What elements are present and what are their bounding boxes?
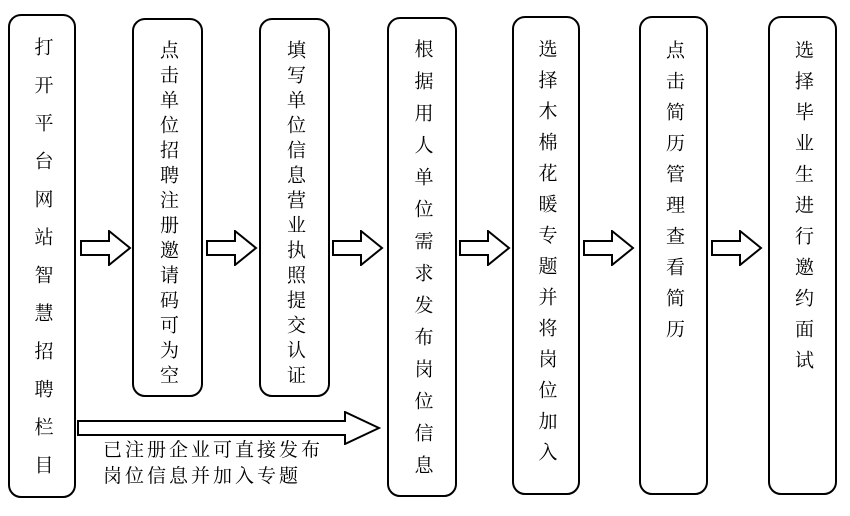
flow-step-3-label: 填写单位信息营业执照提交认证 <box>284 40 305 390</box>
flow-step-5-box <box>512 16 580 495</box>
arrow-right-icon <box>332 230 384 266</box>
bypass-note-line2: 岗位信息并加入专题 <box>103 466 302 487</box>
flow-step-2-box <box>132 18 203 397</box>
arrow-right-icon <box>583 230 635 266</box>
flow-step-3-box <box>259 18 330 397</box>
flow-step-7-box <box>768 16 837 495</box>
bypass-note-line1: 已注册企业可直接发布 <box>103 440 324 461</box>
flow-step-4-label: 根据用人单位需求发布岗位信息 <box>411 39 433 487</box>
flow-step-7-label: 选择毕业生进行邀约面试 <box>792 40 813 381</box>
flow-step-6-box <box>639 16 708 495</box>
arrow-right-icon <box>711 230 763 266</box>
arrow-right-icon <box>80 230 132 266</box>
arrow-right-icon <box>459 230 511 266</box>
flow-step-6-label: 点击简历管理查看简历 <box>663 40 684 350</box>
flow-step-1-box <box>8 14 76 498</box>
flow-step-2-label: 点击单位招聘注册邀请码可为空 <box>157 40 178 390</box>
flow-step-4-box <box>387 17 457 497</box>
arrow-right-icon <box>206 230 258 266</box>
flow-step-1-label: 打开平台网站智慧招聘栏目 <box>31 37 53 493</box>
bypass-note <box>103 438 323 490</box>
flow-step-5-label: 选择木棉花暖专题并将岗位加入 <box>535 39 557 473</box>
